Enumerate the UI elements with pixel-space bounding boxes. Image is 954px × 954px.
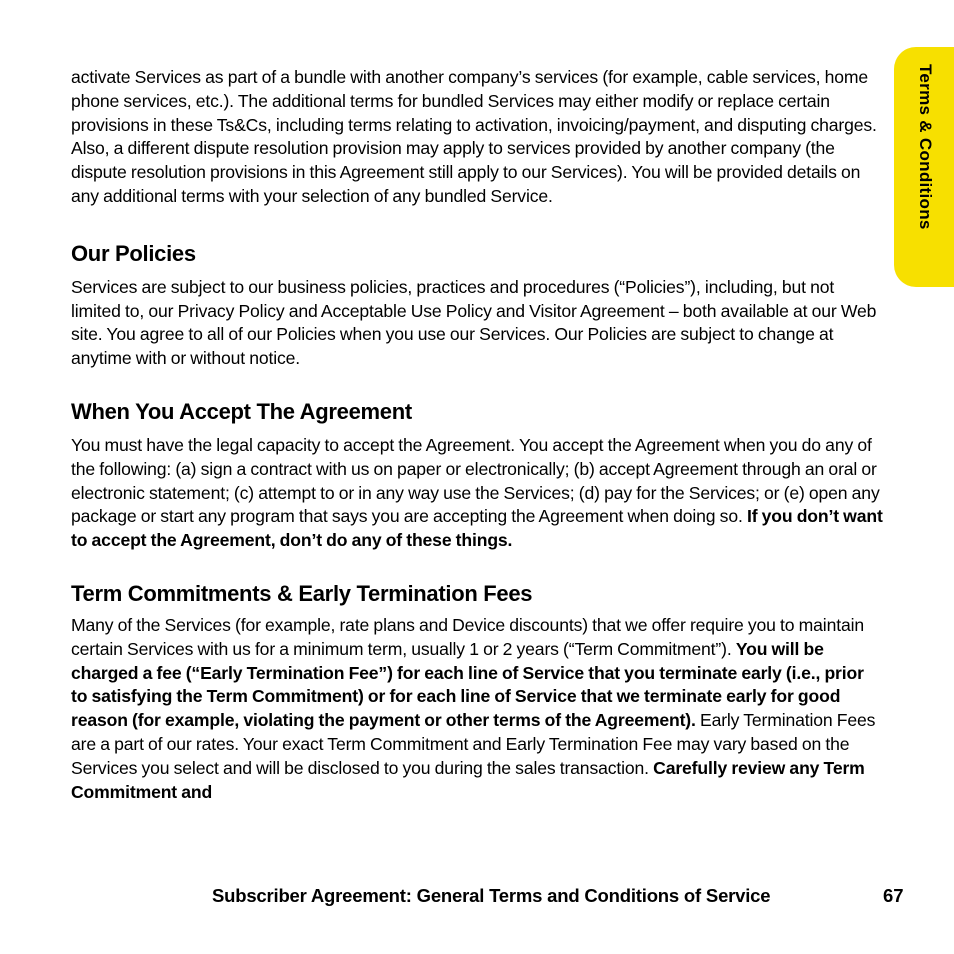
intro-paragraph: activate Services as part of a bundle with another company’s services (for example, cable services, home phone services, etc.). The additional terms for bundled Services may either modify or replace certain provisions in these Ts&Cs, including terms relating to activation, invoicing/payment, and disputing charges. Also, a different dispute resolution provision may apply to services provided by another company (the dispute resolution provisions in this Agreement still apply to our Services). You will be provided details on any additional terms with your selection of any bundled Service. [71, 67, 877, 206]
accept-bold-text: If you don’t want to accept the Agreement, don’t do any of these things. [71, 506, 883, 551]
term-bold-text-1: You will be charged a fee (“Early Termination Fee”) for each line of Service that you terminate early (i.e., prior to satisfying the Term Commitment) or for each line of Service that we terminate early for good reason (for example, violating the payment or other terms of the Agreement). [71, 638, 864, 731]
policies-paragraph: Services are subject to our business policies, practices and procedures (“Policies”), including, but not limited to, our Privacy Policy and Acceptable Use Policy and Visitor Agreement – both available at our Web site. You agree to all of our Policies when you use our Services. Our Policies are subject to change at anytime with or without notice. [71, 276, 877, 369]
policies-heading: Our Policies [71, 240, 196, 266]
section-tab-label: Terms & Conditions [916, 64, 935, 230]
page-number: 67 [883, 885, 904, 906]
term-heading: Term Commitments & Early Termination Fees [71, 580, 533, 606]
term-paragraph [71, 614, 883, 804]
footer-title: Subscriber Agreement: General Terms and Conditions of Service [212, 885, 771, 906]
term-bold-text-2: Carefully review any Term Commitment and [71, 757, 865, 802]
page-content [71, 66, 883, 804]
accept-text: You must have the legal capacity to accept the Agreement. You accept the Agreement when you do any of the following: (a) sign a contract with us on paper or electronically; (b) accept Agreement through an oral or electronic statement; (c) attempt to or in any way use the Services; (d) pay for the Services; or (e) open any package or start any program that says you are accepting the Agreement when doing so. [71, 434, 880, 527]
term-text-1: Many of the Services (for example, rate plans and Device discounts) that we offer require you to maintain certain Services with us for a minimum term, usually 1 or 2 years (“Term Commitment”). [71, 614, 864, 659]
term-text-2: Early Termination Fees are a part of our rates. Your exact Term Commitment and Early Termination Fee may vary based on the Services you select and will be disclosed to you during the sales transaction. [71, 710, 876, 778]
accept-paragraph [71, 434, 883, 553]
accept-heading: When You Accept The Agreement [71, 398, 412, 424]
